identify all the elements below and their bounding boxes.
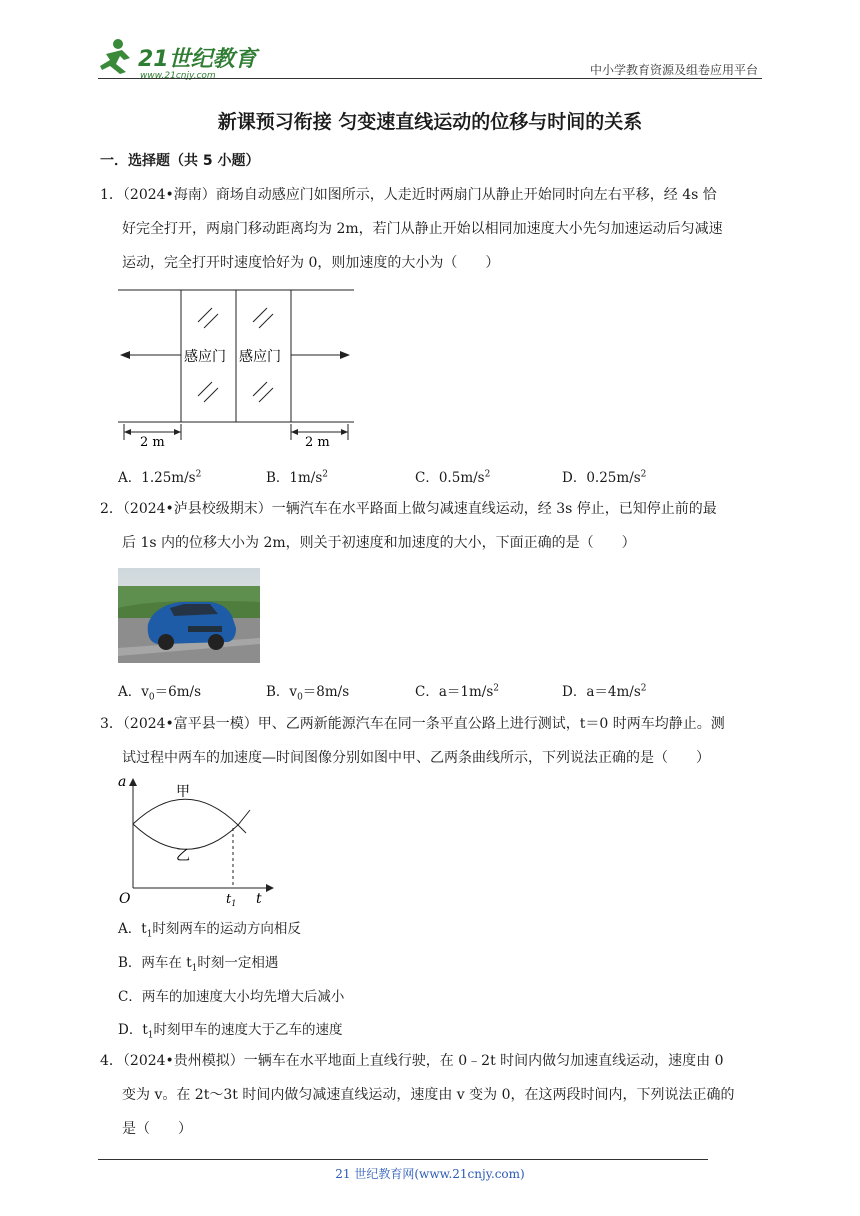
distance-left-label: 2 m (140, 435, 165, 450)
q3-line-1: （2024•富平县一模）甲、乙两新能源汽车在同一条平直公路上进行测试，t＝0 时两车均静止。测 (122, 716, 725, 732)
door-right-label: 感应门 (239, 349, 281, 365)
footer-divider (98, 1159, 708, 1160)
q2-line-1: （2024•泸县校级期末）一辆汽车在水平路面上做匀减速直线运动，经 3s 停止，已知停止前的最 (122, 501, 717, 517)
graph-t1-label: $t_1$ (226, 892, 237, 906)
acceleration-time-graph (116, 770, 280, 906)
q1-number: 1． (100, 187, 123, 203)
graph-origin-label: O (119, 891, 131, 906)
q2-line-2: 后 1s 内的位移大小为 2m，则关于初速度和加速度的大小，下面正确的是（ ） (122, 535, 636, 551)
q4-line-1: （2024•贵州模拟）一辆车在水平地面上直线行驶，在 0﹣2t 时间内做匀加速直线运动，速度由 0 (122, 1053, 724, 1069)
section-heading: 一．选择题（共 5 小题） (100, 153, 260, 169)
header-platform-text: 中小学教育资源及组卷应用平台 (589, 63, 758, 77)
distance-right-label: 2 m (305, 435, 330, 450)
car-photo (118, 568, 260, 663)
q1-option-d[interactable]: D．$0.25m/s^2$ (562, 469, 647, 486)
q3-number: 3． (100, 716, 123, 732)
door-figure (118, 284, 358, 450)
site-logo (96, 36, 266, 80)
graph-x-label: t (256, 891, 262, 906)
q2-option-a[interactable]: A．$v_0=6m/s$ (118, 684, 201, 703)
curve-yi-label: 乙 (176, 848, 190, 864)
q4-line-2: 变为 v。在 2t～3t 时间内做匀减速直线运动，速度由 v 变为 0，在这两段时间内，下列说法正确的 (122, 1087, 735, 1103)
q2-option-c[interactable]: C．$a=1m/s^2$ (415, 683, 499, 700)
q1-line-1: （2024•海南）商场自动感应门如图所示，人走近时两扇门从静止开始同时向左右平移，经 4s 恰 (122, 187, 717, 203)
door-left-label: 感应门 (184, 349, 226, 365)
q3-option-c[interactable]: C．两车的加速度大小均先增大后减小 (118, 989, 345, 1005)
logo-url: www.21cnjy.com (140, 71, 216, 80)
logo-text: 21世纪教育 (138, 47, 257, 72)
q4-line-3: 是（ ） (122, 1121, 192, 1137)
q2-number: 2． (100, 501, 123, 517)
header-divider (98, 78, 762, 79)
curve-jia-label: 甲 (176, 784, 190, 800)
q4-number: 4． (100, 1053, 123, 1069)
q3-line-2: 试过程中两车的加速度—时间图像分别如图中甲、乙两条曲线所示，下列说法正确的是（ ） (122, 750, 710, 766)
page-title: 新课预习衔接 匀变速直线运动的位移与时间的关系 (217, 111, 643, 133)
q1-option-c[interactable]: C．$0.5m/s^2$ (415, 469, 491, 486)
question-4 (100, 1044, 764, 1146)
q3-option-b[interactable]: B．两车在 $t_1$时刻一定相遇 (118, 955, 279, 974)
q1-line-3: 运动，完全打开时速度恰好为 0，则加速度的大小为（ ） (122, 255, 500, 271)
question-2 (100, 492, 764, 560)
q2-option-d[interactable]: D．$a=4m/s^2$ (562, 683, 647, 700)
q3-option-a[interactable]: A．$t_1$时刻两车的运动方向相反 (118, 921, 301, 940)
question-3 (100, 707, 764, 775)
q1-line-2: 好完全打开，两扇门移动距离均为 2m，若门从静止开始以相同加速度大小先匀加速运动后匀减速 (122, 221, 723, 237)
q2-option-b[interactable]: B．$v_0=8m/s$ (266, 684, 350, 703)
footer-link[interactable]: 21 世纪教育网(www.21cnjy.com) (335, 1167, 525, 1181)
q1-option-b[interactable]: B．$1m/s^2$ (266, 469, 329, 486)
graph-y-label: a (118, 774, 127, 790)
q1-option-a[interactable]: A．$1.25m/s^2$ (118, 469, 202, 486)
q3-option-d[interactable]: D．$t_1$时刻甲车的速度大于乙车的速度 (118, 1022, 343, 1041)
question-1 (100, 178, 764, 280)
